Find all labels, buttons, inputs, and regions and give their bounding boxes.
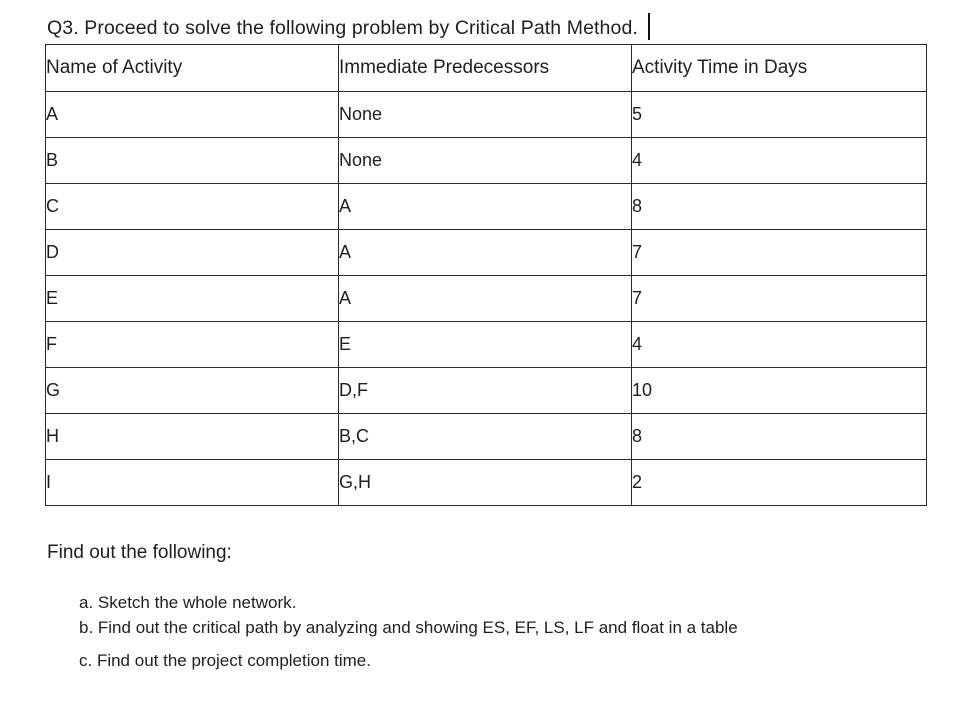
table-row	[46, 230, 927, 276]
table-row	[46, 184, 927, 230]
table-row	[46, 322, 927, 368]
activity-cell: G	[46, 368, 339, 414]
table-row	[46, 276, 927, 322]
table-row	[46, 92, 927, 138]
activity-table	[45, 44, 927, 506]
predecessor-cell: G,H	[339, 460, 632, 506]
activity-cell: C	[46, 184, 339, 230]
instructions-intro: Find out the following:	[47, 542, 232, 563]
time-cell: 8	[632, 414, 927, 460]
header-name-of-activity: Name of Activity	[46, 45, 339, 92]
question-title-text: Q3. Proceed to solve the following problem by Critical Path Method.	[47, 17, 638, 39]
predecessor-cell: None	[339, 138, 632, 184]
time-cell: 10	[632, 368, 927, 414]
table-header-row	[46, 45, 927, 92]
table-row	[46, 460, 927, 506]
time-cell: 8	[632, 184, 927, 230]
time-cell: 4	[632, 138, 927, 184]
table-row	[46, 414, 927, 460]
predecessor-cell: A	[339, 276, 632, 322]
table-row	[46, 138, 927, 184]
time-cell: 7	[632, 276, 927, 322]
predecessor-cell: D,F	[339, 368, 632, 414]
task-c: c. Find out the project completion time.	[79, 651, 371, 670]
table-row	[46, 368, 927, 414]
time-cell: 5	[632, 92, 927, 138]
activity-cell: A	[46, 92, 339, 138]
activity-cell: H	[46, 414, 339, 460]
activity-cell: I	[46, 460, 339, 506]
header-immediate-predecessors: Immediate Predecessors	[339, 45, 632, 92]
time-cell: 2	[632, 460, 927, 506]
activity-cell: D	[46, 230, 339, 276]
task-b: b. Find out the critical path by analyzing and showing ES, EF, LS, LF and float in a table	[79, 618, 738, 637]
predecessor-cell: None	[339, 92, 632, 138]
predecessor-cell: A	[339, 230, 632, 276]
predecessor-cell: E	[339, 322, 632, 368]
activity-cell: F	[46, 322, 339, 368]
activity-cell: B	[46, 138, 339, 184]
predecessor-cell: B,C	[339, 414, 632, 460]
text-cursor	[648, 13, 650, 40]
task-a: a. Sketch the whole network.	[79, 593, 297, 612]
time-cell: 4	[632, 322, 927, 368]
question-title	[47, 13, 650, 40]
predecessor-cell: A	[339, 184, 632, 230]
header-activity-time: Activity Time in Days	[632, 45, 927, 92]
activity-cell: E	[46, 276, 339, 322]
time-cell: 7	[632, 230, 927, 276]
